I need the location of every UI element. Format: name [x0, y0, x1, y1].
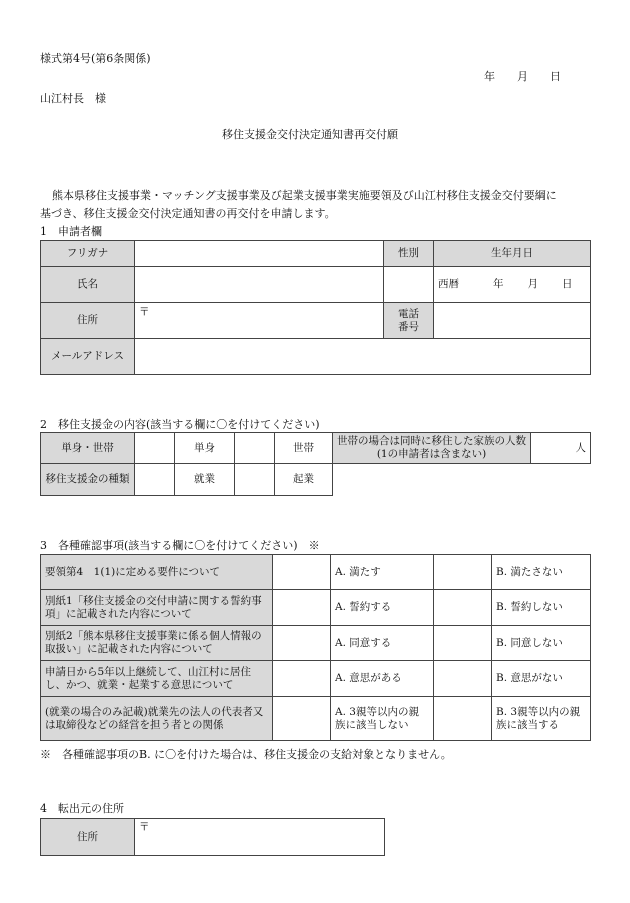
section3-note: ※ 各種確認事項のB. に〇を付けた場合は、移住支援金の支給対象となりません。	[40, 748, 452, 761]
confirm-check-b[interactable]	[434, 590, 492, 626]
section4-heading: 4 転出元の住所	[40, 802, 124, 815]
name-label: 氏名	[41, 267, 135, 303]
phone-label: 電話 番号	[384, 303, 434, 339]
confirm-check-b[interactable]	[434, 697, 492, 741]
date-month: 月	[517, 70, 528, 83]
date-line	[484, 68, 561, 84]
confirm-check-a[interactable]	[273, 590, 331, 626]
confirmation-table	[40, 554, 591, 741]
household-label: 世帯	[275, 433, 333, 464]
confirm-option-b: B. 誓約しない	[492, 590, 591, 626]
era-label: 西暦	[438, 278, 459, 290]
employment-check-cell[interactable]	[135, 464, 175, 496]
single-check-cell[interactable]	[135, 433, 175, 464]
birth-day-label: 日	[562, 278, 573, 290]
birthdate-label: 生年月日	[434, 241, 591, 267]
name-field[interactable]	[135, 267, 384, 303]
confirm-option-a: A. 満たす	[331, 555, 434, 590]
confirm-question: (就業の場合のみ記載)就業先の法人の代表者又は取締役などの経営を担う者との関係	[41, 697, 273, 741]
confirm-question: 要領第4 1(1)に定める要件について	[41, 555, 273, 590]
origin-address-table	[40, 818, 385, 856]
confirm-question: 別紙2「熊本県移住支援事業に係る個人情報の取扱い」に記載された内容について	[41, 626, 273, 661]
date-year: 年	[484, 70, 495, 83]
intro-line-1: 熊本県移住支援事業・マッチング支援事業及び起業支援事業実施要領及び山江村移住支援金交付要綱に	[52, 189, 557, 202]
startup-check-cell[interactable]	[235, 464, 275, 496]
household-check-cell[interactable]	[235, 433, 275, 464]
support-type-label: 移住支援金の種類	[41, 464, 135, 496]
section2-heading: 2 移住支援金の内容(該当する欄に〇を付けてください)	[40, 418, 320, 431]
birthdate-field[interactable]	[434, 267, 591, 303]
furigana-field[interactable]	[135, 241, 384, 267]
section1-heading: 1 申請者欄	[40, 225, 102, 238]
birth-month-label: 月	[527, 278, 538, 290]
origin-address-field[interactable]	[135, 819, 385, 856]
confirm-option-b: B. 意思がない	[492, 661, 591, 697]
form-number: 様式第4号(第6条関係)	[40, 52, 151, 65]
date-day: 日	[550, 70, 561, 83]
confirm-check-b[interactable]	[434, 626, 492, 661]
content-table	[40, 432, 591, 496]
confirm-check-a[interactable]	[273, 697, 331, 741]
confirm-check-a[interactable]	[273, 661, 331, 697]
startup-label: 起業	[275, 464, 333, 496]
confirm-option-b: B. 満たさない	[492, 555, 591, 590]
confirm-option-a: A. 同意する	[331, 626, 434, 661]
document-title: 移住支援金交付決定通知書再交付願	[222, 128, 398, 141]
email-label: メールアドレス	[41, 339, 135, 375]
family-count-label: 世帯の場合は同時に移住した家族の人数(1の申請者は含まない)	[333, 433, 531, 464]
furigana-label: フリガナ	[41, 241, 135, 267]
postal-mark: 〒	[139, 306, 150, 318]
confirm-check-b[interactable]	[434, 661, 492, 697]
email-field[interactable]	[135, 339, 591, 375]
employment-label: 就業	[175, 464, 235, 496]
single-household-label: 単身・世帯	[41, 433, 135, 464]
confirm-option-a: A. 誓約する	[331, 590, 434, 626]
gender-label: 性別	[384, 241, 434, 267]
section3-heading: 3 各種確認事項(該当する欄に〇を付けてください) ※	[40, 539, 320, 552]
confirm-check-a[interactable]	[273, 626, 331, 661]
confirm-question: 別紙1「移住支援金の交付申請に関する誓約事項」に記載された内容について	[41, 590, 273, 626]
addressee: 山江村長 様	[40, 92, 106, 105]
origin-address-label: 住所	[41, 819, 135, 856]
confirm-check-a[interactable]	[273, 555, 331, 590]
applicant-table	[40, 240, 591, 375]
confirm-question: 申請日から5年以上継続して、山江村に居住し、かつ、就業・起業する意思について	[41, 661, 273, 697]
confirm-option-a: A. 3親等以内の親族に該当しない	[331, 697, 434, 741]
confirm-option-b: B. 同意しない	[492, 626, 591, 661]
phone-field[interactable]	[434, 303, 591, 339]
confirm-check-b[interactable]	[434, 555, 492, 590]
intro-line-2: 基づき、移住支援金交付決定通知書の再交付を申請します。	[40, 207, 336, 220]
address-field[interactable]	[135, 303, 384, 339]
single-label: 単身	[175, 433, 235, 464]
postal-mark: 〒	[139, 821, 150, 833]
confirm-option-a: A. 意思がある	[331, 661, 434, 697]
confirm-option-b: B. 3親等以内の親族に該当する	[492, 697, 591, 741]
birth-year-label: 年	[493, 278, 504, 290]
gender-field[interactable]	[384, 267, 434, 303]
family-count-field[interactable]: 人	[531, 433, 591, 464]
address-label: 住所	[41, 303, 135, 339]
